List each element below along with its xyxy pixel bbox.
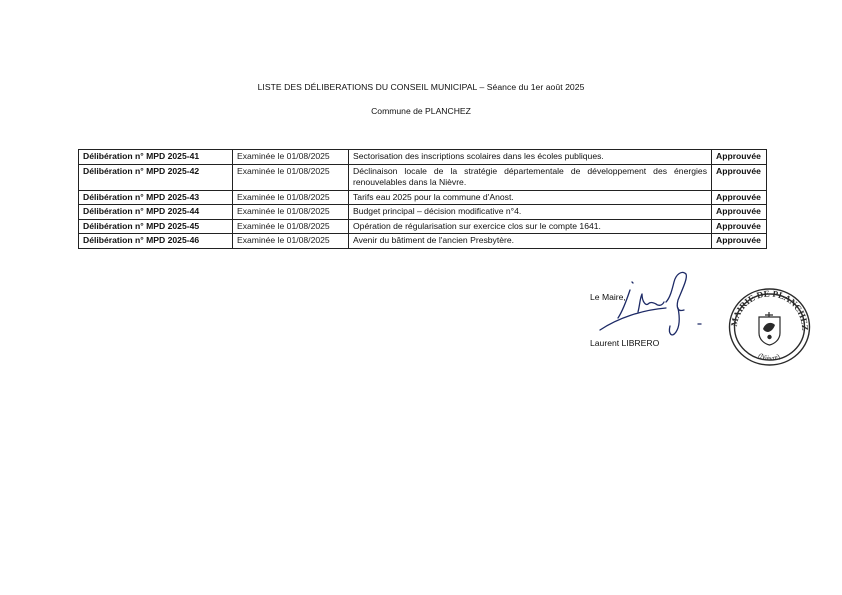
mairie-stamp: [727, 287, 812, 367]
exam-date: Examinée le 01/08/2025: [233, 164, 349, 190]
exam-date: Examinée le 01/08/2025: [233, 150, 349, 165]
coat-of-arms-icon: [759, 312, 780, 345]
table-row: [79, 234, 767, 249]
stamp-text-bottom: (Nièvre): [756, 351, 782, 363]
table-row: [79, 190, 767, 205]
mayor-name: Laurent LIBRERO: [590, 338, 660, 348]
deliberation-object: Tarifs eau 2025 pour la commune d'Anost.: [349, 190, 712, 205]
deliberation-ref: Délibération n° MPD 2025-43: [79, 190, 233, 205]
deliberation-object: Opération de régularisation sur exercice clos sur le compte 1641.: [349, 219, 712, 234]
deliberation-status: Approuvée: [712, 234, 767, 249]
commune-name: Commune de PLANCHEZ: [371, 106, 471, 116]
exam-date: Examinée le 01/08/2025: [233, 190, 349, 205]
table-row: [79, 219, 767, 234]
svg-text:(Nièvre): [757, 351, 782, 362]
deliberation-ref: Délibération n° MPD 2025-44: [79, 205, 233, 220]
deliberation-status: Approuvée: [712, 219, 767, 234]
deliberation-status: Approuvée: [712, 150, 767, 165]
deliberation-object: Budget principal – décision modificative n°4.: [349, 205, 712, 220]
signature-label: Le Maire,: [590, 292, 626, 302]
deliberation-ref: Délibération n° MPD 2025-42: [79, 164, 233, 190]
deliberation-status: Approuvée: [712, 164, 767, 190]
deliberation-ref: Délibération n° MPD 2025-41: [79, 150, 233, 165]
table-row: [79, 164, 767, 190]
document-title: LISTE DES DÉLIBERATIONS DU CONSEIL MUNICIPAL – Séance du 1er août 2025: [257, 82, 585, 92]
deliberation-status: Approuvée: [712, 205, 767, 220]
deliberation-status: Approuvée: [712, 190, 767, 205]
deliberation-object: Sectorisation des inscriptions scolaires dans les écoles publiques.: [349, 150, 712, 165]
table-row: [79, 150, 767, 165]
exam-date: Examinée le 01/08/2025: [233, 205, 349, 220]
deliberation-object: Avenir du bâtiment de l'ancien Presbytère.: [349, 234, 712, 249]
exam-date: Examinée le 01/08/2025: [233, 234, 349, 249]
table-row: [79, 205, 767, 220]
handwritten-signature: [598, 268, 713, 340]
stamp-text-top: MAIRIE DE PLANCHEZ: [728, 288, 811, 331]
exam-date: Examinée le 01/08/2025: [233, 219, 349, 234]
deliberation-ref: Délibération n° MPD 2025-46: [79, 234, 233, 249]
deliberations-table: [78, 149, 767, 249]
deliberation-ref: Délibération n° MPD 2025-45: [79, 219, 233, 234]
deliberation-object: Déclinaison locale de la stratégie départementale de développement des énergies renouvelables dans la Nièvre.: [349, 164, 712, 190]
